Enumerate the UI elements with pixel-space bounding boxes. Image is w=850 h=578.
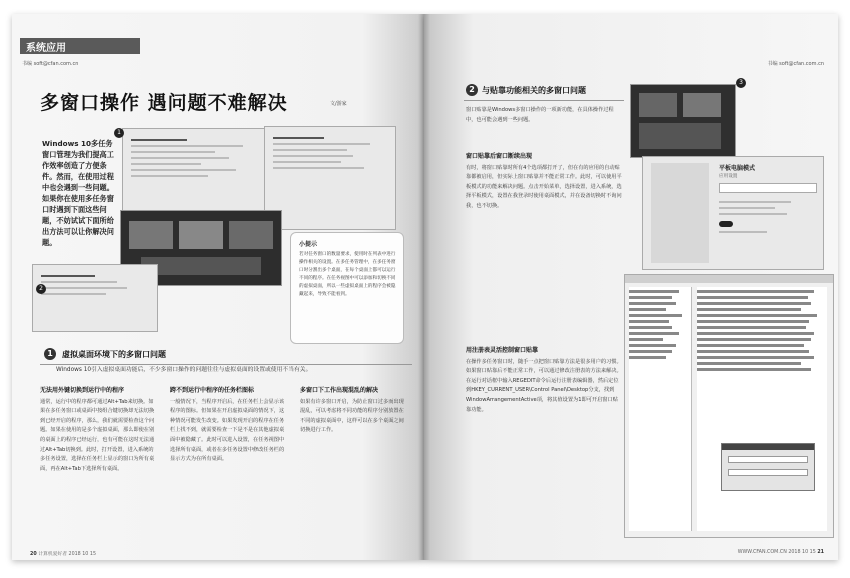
section-divider bbox=[464, 100, 624, 101]
column-2-text: 一般情况下，当程序开启后，在任务栏上会显示该程序的图标。但如果在开启虚拟桌面的情况下，这种情况可能发生改变。如果发现开启的程序在任务栏上找不到，就需要检查一下是不是在其他虚拟桌面中被隐藏了。此时可以进入设置，在任务视图中选择所有桌面，或者在多任务设置中修改任务栏的显示方式为在所有桌面。 bbox=[170, 398, 285, 463]
registry-editor-screenshot bbox=[624, 274, 834, 538]
section-header: 系统应用 bbox=[26, 43, 66, 54]
edit-value-dialog bbox=[721, 443, 815, 491]
article-lead: Windows 10多任务窗口管理为我们提高工作效率创造了方便条件。然而，在使用过程中也会遇到一些问题。如果你在使用多任务窗口时遇到下面这些问题，不妨试试下面所给出方法可以让你解决问题。 bbox=[42, 139, 114, 247]
start-menu-screenshot bbox=[630, 84, 736, 158]
panel-title: 平板电脑模式 bbox=[719, 165, 756, 172]
section1-intro: Windows 10引入虚拟桌面功能后，不少多窗口操作的问题往往与虚拟桌面的设置或使用不当有关。 bbox=[56, 367, 312, 373]
subsection-1 bbox=[466, 152, 622, 342]
footer-text: 计算机爱好者 2018 10 15 bbox=[38, 552, 96, 557]
toggle-switch bbox=[719, 221, 733, 227]
header-email: 书编 soft@cfan.com.cn bbox=[22, 61, 79, 67]
article-title: 多窗口操作 遇问题不难解决 bbox=[40, 92, 288, 114]
column-3-heading: 多窗口下工作出现混乱的解决 bbox=[300, 387, 379, 394]
section-divider bbox=[40, 364, 412, 365]
figure-badge: 3 bbox=[736, 78, 746, 88]
page-number: 21 bbox=[817, 550, 824, 555]
section2-intro: 窗口贴靠是Windows多窗口操作的一项新功能，在具体操作过程中，也可能会遇到一些问题。 bbox=[466, 107, 614, 123]
page-number: 20 bbox=[30, 552, 37, 557]
tip-text: 若对任务窗口的数量要求，使用时在列表中进行操作相关的设置。在多任务管理中，在多任务窗口时分割出多个桌面，在每个桌面上都可以运行不同的程序。在任务视图中可以添加和切换不同的虚拟桌面，所以一些虚拟桌面上的程序会被隐藏起来，导致不能看到。 bbox=[299, 252, 396, 297]
column-2 bbox=[170, 386, 288, 554]
subsection-2 bbox=[466, 346, 622, 546]
subsection-2-text: 在操作多任务窗口时，随手一点把窗口贴靠方法是很多用户的习惯。如果窗口贴靠后不能正常工作，可以通过修改注册表的方法来解决。在运行对话框中输入REGEDIT命令后运行注册表编辑器，然后定位到HKEY_CURRENT_USER\Control Panel\Desktop分支，找到WindowArrangementActive项，将其值设置为1即可开启窗口贴靠功能。 bbox=[466, 358, 622, 413]
panel-dropdown bbox=[719, 183, 817, 193]
subsection-1-text: 有时，将窗口贴靠时所有4个选项都打开了，但在有的应用的自动贴靠都被启用，但实际上窗口贴靠并不能正常工作。此时，可以使用平板模式的功能来解决问题。点击开始菜单，选择设置，进入系统，选择平板模式，设置在我登录时使用桌面模式，并在设备切换时不询问我，也不切换。 bbox=[466, 164, 622, 209]
article-author: 文/游家 bbox=[330, 101, 347, 107]
header-email: 书编 soft@cfan.com.cn bbox=[767, 61, 824, 67]
right-page bbox=[424, 14, 838, 560]
column-2-heading: 跨不到运行中程序的任务栏图标 bbox=[170, 387, 255, 394]
figure-badge: 2 bbox=[36, 284, 46, 294]
column-1-text: 通常，运行中的程序都可通过Alt+Tab来切换。如果在多任务窗口或桌面中按组合键切换却无法切换到已经开启的程序，那么，我们就需要检查这个问题。如果在使用的是多个虚拟桌面，那么即使在别的桌面上的程序已经运行，也有可能在这时无法通过Alt+Tab切换到。此时，打开设置，进入系统的多任务设置，选择在任务栏上显示的窗口为所有桌面，再在Alt+Tab下选择所有桌面。 bbox=[40, 398, 155, 472]
tip-title: 小提示 bbox=[299, 241, 318, 248]
footer-text: WWW.CFAN.COM.CN 2018 10 15 bbox=[737, 550, 816, 555]
column-3-text: 如果有许多窗口开启，为防止窗口过多而出现混乱，可以考虑将不同功能的程序分别放置在不同的虚拟桌面中，这样可以在多个桌面之间切换进行工作。 bbox=[300, 398, 404, 434]
settings-screenshot-2 bbox=[264, 126, 396, 230]
section2-number: 2 bbox=[466, 84, 478, 96]
section1-title: 虚拟桌面环境下的多窗口问题 bbox=[62, 350, 166, 359]
subsection-1-heading: 窗口贴靠后窗口断续出现 bbox=[466, 153, 533, 160]
figure-badge: 1 bbox=[114, 128, 124, 138]
panel-label: 应用设置 bbox=[719, 174, 738, 179]
section2-title: 与贴靠功能相关的多窗口问题 bbox=[482, 86, 586, 95]
left-page bbox=[12, 14, 424, 560]
column-3 bbox=[300, 386, 408, 554]
subsection-2-heading: 用注册表灵活控制窗口贴靠 bbox=[466, 347, 539, 354]
column-1-heading: 无法用外键切换到运行中的程序 bbox=[40, 387, 125, 394]
panel-options bbox=[719, 197, 799, 237]
section1-number: 1 bbox=[44, 348, 56, 360]
tablet-mode-screenshot bbox=[642, 156, 824, 270]
column-1 bbox=[40, 386, 158, 554]
settings-screenshot-3 bbox=[32, 264, 158, 332]
tip-box bbox=[290, 232, 404, 344]
page-gutter bbox=[418, 14, 430, 560]
